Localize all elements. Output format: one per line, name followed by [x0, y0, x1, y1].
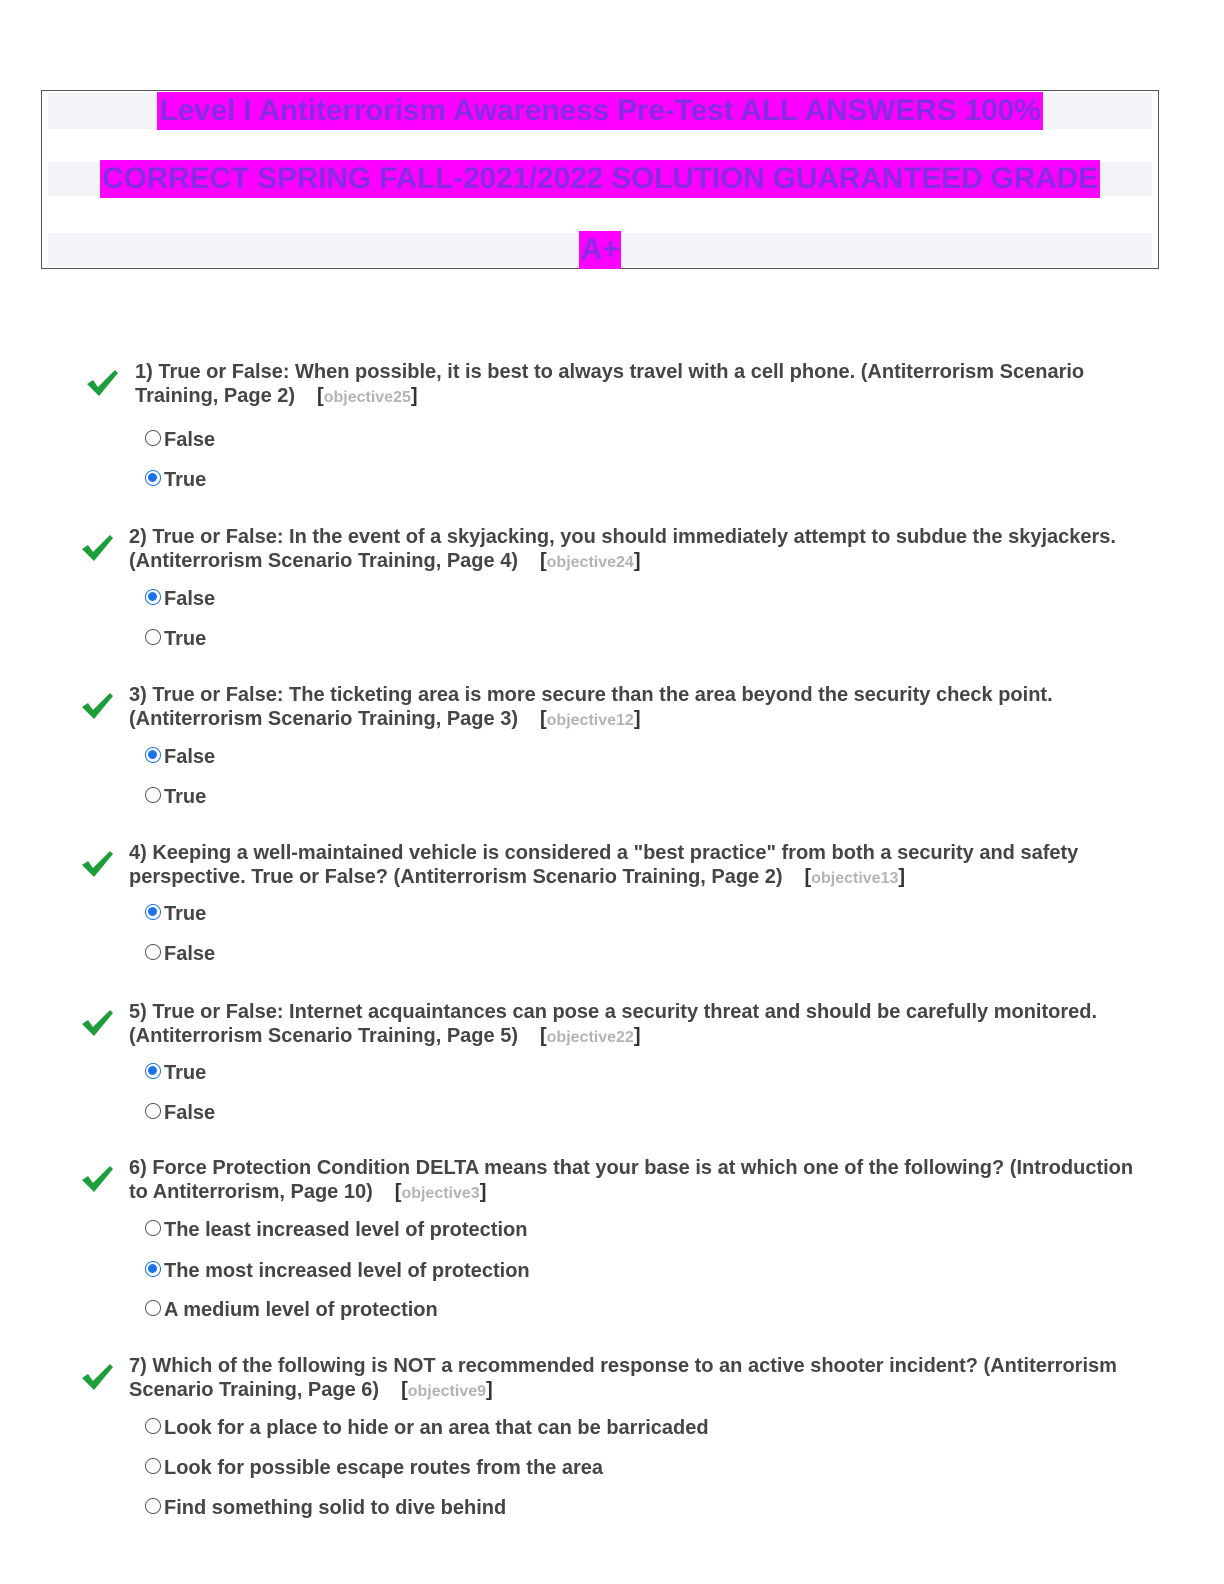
- objective-label: objective3: [401, 1185, 480, 1202]
- answer-label: True: [164, 469, 207, 491]
- title-text-2: CORRECT SPRING FALL-2021/2022 SOLUTION GUARANTEED GRADE: [100, 160, 1100, 198]
- radio-selected-icon[interactable]: [145, 470, 161, 486]
- question-prompt: 7) Which of the following is NOT a recommended response to an active shooter incident? (Antiterrorism Scenario Training, Page 6): [129, 1355, 1117, 1401]
- answer-option[interactable]: [145, 1496, 506, 1520]
- answer-option[interactable]: [145, 587, 215, 611]
- radio-unselected-icon[interactable]: [145, 787, 161, 803]
- question-text: [135, 360, 1145, 410]
- title-line-2: [48, 162, 1152, 196]
- answer-label: True: [164, 628, 207, 650]
- answer-option[interactable]: [145, 627, 206, 651]
- answer-option[interactable]: [145, 1061, 206, 1085]
- question-prompt: 5) True or False: Internet acquaintances can pose a security threat and should be carefully monitored. (Antiterrorism Scenario Training, Page 5): [129, 1001, 1098, 1047]
- radio-selected-icon[interactable]: [145, 747, 161, 763]
- answer-option[interactable]: [145, 902, 206, 926]
- question-text: [129, 683, 1139, 733]
- objective-tag: [objective25]: [317, 385, 418, 407]
- question-prompt: 1) True or False: When possible, it is best to always travel with a cell phone. (Antiterrorism Scenario Training, Page 2): [135, 361, 1085, 407]
- objective-label: objective12: [546, 712, 634, 729]
- radio-selected-icon[interactable]: [145, 589, 161, 605]
- radio-selected-icon[interactable]: [145, 1063, 161, 1079]
- question-text: [129, 1354, 1139, 1404]
- answer-label: True: [164, 903, 207, 925]
- objective-tag: [objective3]: [394, 1181, 487, 1203]
- objective-tag: [objective22]: [539, 1025, 641, 1047]
- title-line-1: [48, 93, 1152, 129]
- answer-label: False: [164, 746, 216, 768]
- answer-option[interactable]: [145, 1101, 215, 1125]
- objective-label: objective22: [546, 1029, 634, 1046]
- answer-option[interactable]: [145, 1456, 603, 1480]
- radio-unselected-icon[interactable]: [145, 430, 161, 446]
- radio-unselected-icon[interactable]: [145, 629, 161, 645]
- answer-option[interactable]: [145, 745, 215, 769]
- objective-tag: [objective9]: [401, 1379, 493, 1401]
- answer-label: The least increased level of protection: [164, 1219, 528, 1241]
- answer-label: A medium level of protection: [164, 1299, 438, 1321]
- answer-option[interactable]: [145, 785, 206, 809]
- radio-unselected-icon[interactable]: [145, 1103, 161, 1119]
- objective-label: objective25: [323, 389, 411, 406]
- question-text: [129, 1000, 1139, 1050]
- title-text-1: Level I Antiterrorism Awareness Pre-Test ALL ANSWERS 100%: [157, 92, 1042, 130]
- question-text: [129, 1156, 1139, 1206]
- correct-check-icon: [80, 849, 114, 879]
- answer-option[interactable]: [145, 942, 215, 966]
- question-text: [129, 841, 1139, 891]
- answer-option[interactable]: [145, 1259, 530, 1283]
- question-prompt: 6) Force Protection Condition DELTA means that your base is at which one of the following? (Introduction to Antiterrorism, Page 10): [129, 1157, 1134, 1203]
- answer-label: The most increased level of protection: [164, 1260, 530, 1282]
- radio-unselected-icon[interactable]: [145, 1418, 161, 1434]
- answer-label: Look for a place to hide or an area that can be barricaded: [164, 1417, 709, 1439]
- radio-unselected-icon[interactable]: [145, 944, 161, 960]
- radio-unselected-icon[interactable]: [145, 1300, 161, 1316]
- answer-option[interactable]: [145, 1218, 527, 1242]
- objective-tag: [objective13]: [804, 866, 906, 888]
- answer-label: False: [164, 588, 216, 610]
- radio-unselected-icon[interactable]: [145, 1498, 161, 1514]
- answer-option[interactable]: [145, 1416, 709, 1440]
- answer-label: True: [164, 1062, 207, 1084]
- answer-option[interactable]: [145, 1298, 438, 1322]
- answer-label: True: [164, 786, 207, 808]
- answer-label: False: [164, 943, 216, 965]
- radio-unselected-icon[interactable]: [145, 1220, 161, 1236]
- objective-label: objective9: [407, 1383, 487, 1400]
- title-line-3: [48, 233, 1152, 267]
- correct-check-icon: [80, 1362, 114, 1392]
- objective-label: objective24: [546, 554, 634, 571]
- objective-tag: [objective24]: [539, 550, 641, 572]
- answer-option[interactable]: [145, 428, 215, 452]
- title-text-3: A+: [579, 231, 622, 269]
- radio-unselected-icon[interactable]: [145, 1458, 161, 1474]
- question-prompt: 4) Keeping a well-maintained vehicle is considered a "best practice" from both a security and safety perspective. True or False? (Antiterrorism Scenario Training, Page 2): [129, 842, 1079, 888]
- correct-check-icon: [85, 368, 119, 398]
- question-prompt: 3) True or False: The ticketing area is more secure than the area beyond the security check point. (Antiterrorism Scenario Training, Page 3): [129, 684, 1053, 730]
- answer-label: False: [164, 429, 216, 451]
- answer-label: Look for possible escape routes from the area: [164, 1457, 604, 1479]
- objective-tag: [objective12]: [539, 708, 641, 730]
- objective-label: objective13: [811, 870, 899, 887]
- answer-option[interactable]: [145, 468, 206, 492]
- answer-label: False: [164, 1102, 216, 1124]
- title-banner: [41, 90, 1159, 269]
- question-prompt: 2) True or False: In the event of a skyjacking, you should immediately attempt to subdue the skyjackers. (Antiterrorism Scenario Training, Page 4): [129, 526, 1116, 572]
- correct-check-icon: [80, 691, 114, 721]
- question-text: [129, 525, 1139, 575]
- correct-check-icon: [80, 533, 114, 563]
- correct-check-icon: [80, 1008, 114, 1038]
- radio-selected-icon[interactable]: [145, 1261, 161, 1277]
- answer-label: Find something solid to dive behind: [164, 1497, 507, 1519]
- radio-selected-icon[interactable]: [145, 904, 161, 920]
- correct-check-icon: [80, 1164, 114, 1194]
